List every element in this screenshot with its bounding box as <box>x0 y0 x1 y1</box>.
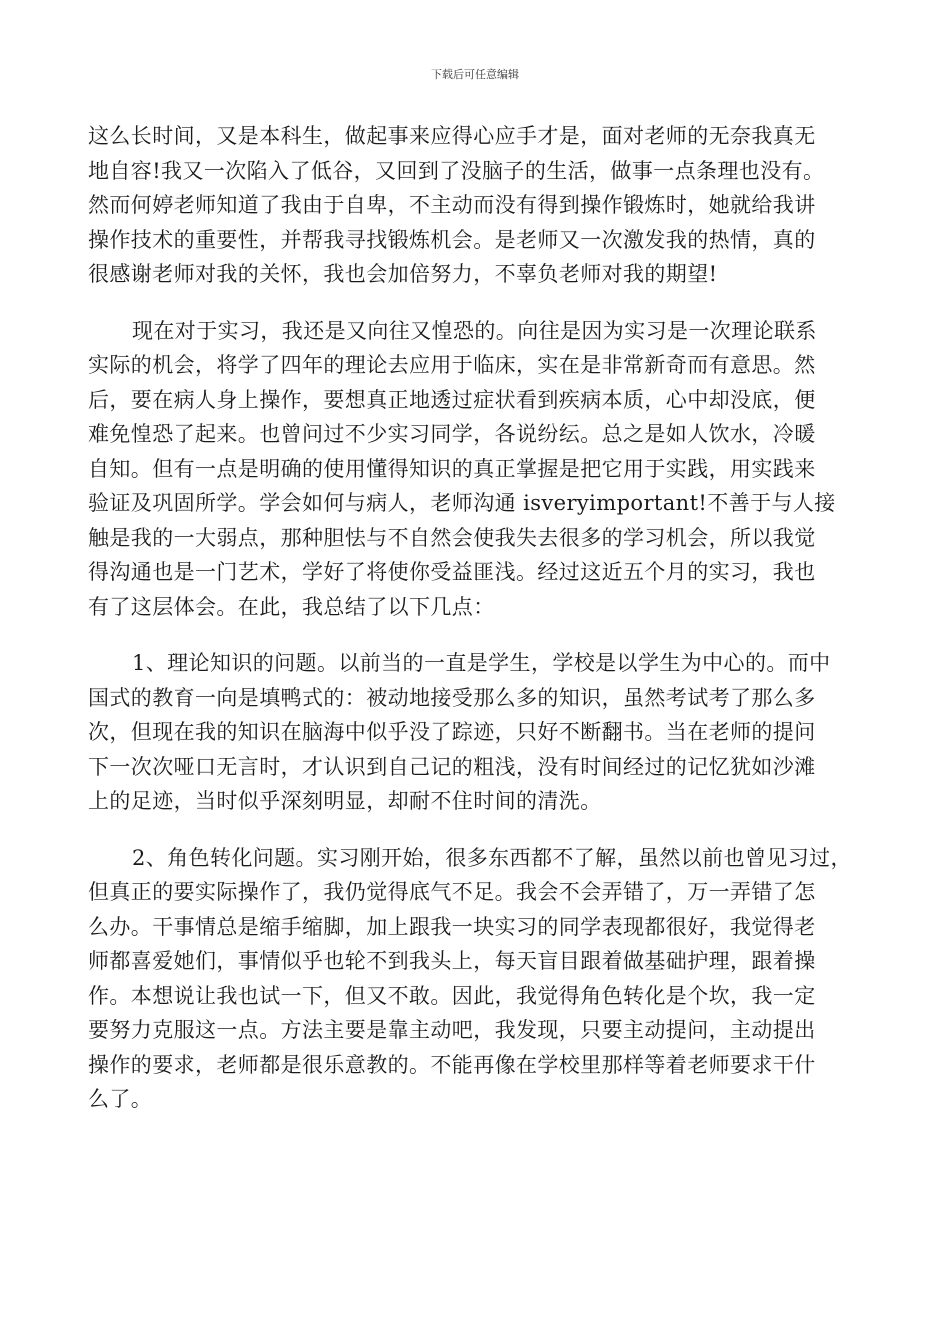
page-header: 下载后可任意编辑 <box>431 68 519 81</box>
text-line: 要努力克服这一点。方法主要是靠主动吧，我发现，只要主动提问，主动提出 <box>88 1018 816 1042</box>
text-line: 么了。 <box>88 1087 153 1111</box>
text-line: 触是我的一大弱点，那种胆怯与不自然会使我失去很多的学习机会，所以我觉 <box>88 525 816 550</box>
text-line: 现在对于实习，我还是又向往又惶恐的。向往是因为实习是一次理论联系 <box>132 318 817 343</box>
document-body <box>88 119 860 1139</box>
text-line: 上的足迹，当时似乎深刻明显，却耐不住时间的清洗。 <box>88 789 602 813</box>
text-line: 难免惶恐了起来。也曾问过不少实习同学，各说纷纭。总之是如人饮水，冷暖 <box>88 422 816 446</box>
text-line: 然而何婷老师知道了我由于自卑，不主动而没有得到操作锻炼时，她就给我讲 <box>88 193 816 217</box>
text-line: 实际的机会，将学了四年的理论去应用于临床，实在是非常新奇而有意思。然 <box>88 353 816 377</box>
text-line: 验证及巩固所学。学会如何与病人，老师沟通 isveryimportant!不善于与人接 <box>88 491 836 515</box>
text-line: 很感谢老师对我的关怀，我也会加倍努力，不辜负老师对我的期望! <box>88 262 718 286</box>
paragraph-4 <box>88 841 860 1117</box>
text-line: 师都喜爱她们，事情似乎也轮不到我头上，每天盲目跟着做基础护理，跟着操 <box>88 949 816 973</box>
text-line: 次，但现在我的知识在脑海中似乎没了踪迹，只好不断翻书。当在老师的提问 <box>88 720 816 744</box>
text-line: 地自容!我又一次陷入了低谷，又回到了没脑子的生活，做事一点条理也没有。 <box>88 158 825 183</box>
text-line: 2、角色转化问题。实习刚开始，很多东西都不了解，虽然以前也曾见习过， <box>132 845 852 870</box>
text-line: 后，要在病人身上操作，要想真正地透过症状看到疾病本质，心中却没底，便 <box>88 387 816 412</box>
text-line: 么办。干事情总是缩手缩脚，加上跟我一块实习的同学表现都很好，我觉得老 <box>88 914 816 939</box>
paragraph-2 <box>88 314 860 625</box>
paragraph-1 <box>88 119 860 292</box>
text-line: 自知。但有一点是明确的使用懂得知识的真正掌握是把它用于实践，用实践来 <box>88 456 816 481</box>
text-line: 操作技术的重要性，并帮我寻找锻炼机会。是老师又一次激发我的热情，真的 <box>88 227 816 252</box>
text-line: 下一次次哑口无言时，才认识到自己记的粗浅，没有时间经过的记忆犹如沙滩 <box>88 754 816 779</box>
text-line: 操作的要求，老师都是很乐意教的。不能再像在学校里那样等着老师要求干什 <box>88 1052 816 1077</box>
text-line: 国式的教育一向是填鸭式的：被动地接受那么多的知识，虽然考试考了那么多 <box>88 685 816 710</box>
text-line: 1、理论知识的问题。以前当的一直是学生，学校是以学生为中心的。而中 <box>132 651 831 675</box>
text-line: 但真正的要实际操作了，我仍觉得底气不足。我会不会弄错了，万一弄错了怎 <box>88 880 816 904</box>
paragraph-3 <box>88 646 860 819</box>
text-line: 得沟通也是一门艺术，学好了将使你受益匪浅。经过这近五个月的实习，我也 <box>88 560 816 584</box>
text-line: 有了这层体会。在此，我总结了以下几点： <box>88 594 495 619</box>
text-line: 作。本想说让我也试一下，但又不敢。因此，我觉得角色转化是个坎，我一定 <box>88 983 816 1008</box>
text-line: 这么长时间，又是本科生，做起事来应得心应手才是，面对老师的无奈我真无 <box>88 124 816 148</box>
